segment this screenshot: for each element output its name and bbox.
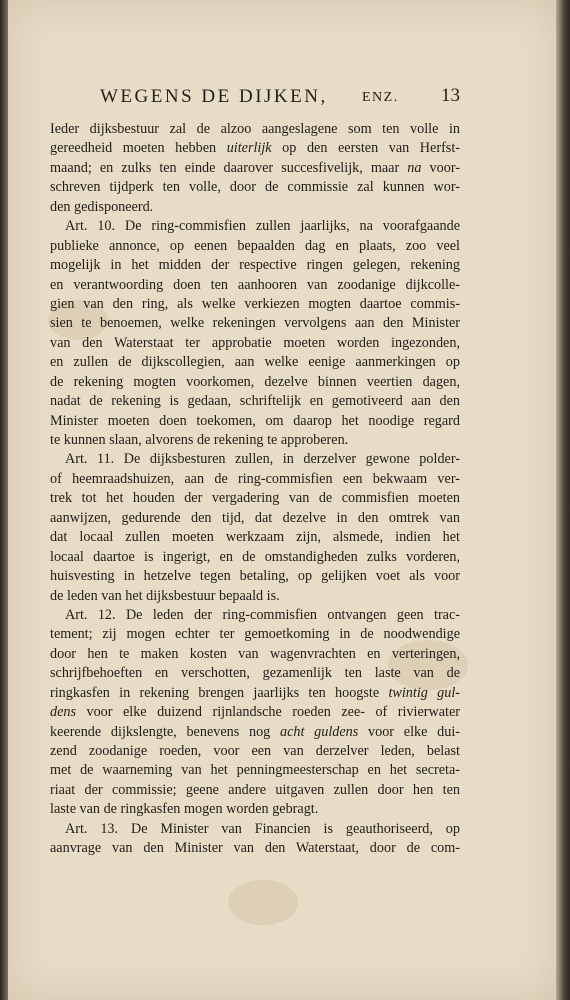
text-line: maand; en zulks ten einde daarover succesfivelijk, maar na voor-: [50, 159, 460, 176]
text-line: mogelijk in het midden der respective ringen gelegen, rekening: [50, 257, 460, 274]
text-line: met de waarneming van het penningmeesterschap en het secreta-: [50, 762, 460, 779]
text-line: Minister moeten doen toekomen, om daarop het noodige regard: [50, 412, 460, 429]
text-line: Ieder dijksbestuur zal de alzoo aangeslagene som ten volle in: [50, 121, 460, 137]
text-line: sien te benoemen, welke rekeningen vervolgens aan den Minister: [50, 315, 460, 332]
text-line: tement; zij mogen echter ter gemoetkoming in de noodwendige: [50, 626, 460, 643]
article-12-first-line: Art. 12. De leden der ring-commisfien ontvangen geen trac-: [65, 606, 460, 623]
text-line: locaal daartoe is ingerigt, en de omstandigheden zulks vorderen,: [50, 548, 460, 565]
page-number: 13: [441, 85, 460, 106]
text-line: door hen te maken kosten van wagenvrachten en verteringen,: [50, 645, 460, 662]
text-line: aanvrage van den Minister van den Waterstaat, door de com-: [50, 840, 460, 857]
text-line: publieke annonce, op eenen bepaalden dag en plaats, zoo veel: [50, 237, 460, 254]
text-line: ringkasfen in rekening brengen jaarlijks ten hoogste twintig gul-: [50, 684, 460, 701]
text-line: huisvesting in hetzelve tegen betaling, op gelijken voet als voor: [50, 568, 460, 585]
running-abbreviation: ENZ.: [362, 90, 399, 105]
text-line: de rekening mogten voorkomen, dezelve binnen veertien dagen,: [50, 373, 460, 390]
text-line: of heemraadshuizen, aan de ring-commisfien een bekwaam ver-: [50, 470, 460, 487]
text-line: den gedisponeerd.: [50, 198, 154, 215]
text-line: keerende dijkslengte, benevens nog acht guldens voor elke dui-: [50, 723, 460, 740]
running-header: [100, 84, 460, 114]
text-line: zend zoodanige roeden, voor een van derzelver leden, belast: [50, 743, 460, 759]
article-10-first-line: Art. 10. De ring-commisfien zullen jaarlijks, na voorafgaande: [65, 218, 460, 235]
article-11-first-line: Art. 11. De dijksbesturen zullen, in derzelver gewone polder-: [65, 451, 460, 468]
book-gutter: [0, 0, 8, 1000]
body-text: [50, 120, 460, 859]
text-line: trek tot het houden der vergadering van de commisfien moeten: [50, 490, 460, 507]
text-line: te kunnen slaan, alvorens de rekening te approberen.: [50, 432, 349, 448]
page-edge: [556, 0, 570, 1000]
text-line: gereedheid moeten hebben uiterlijk op den eersten van Herfst-: [50, 140, 460, 157]
running-title: WEGENS DE DIJKEN,: [100, 86, 328, 107]
text-line: en verantwoording doen ten aanhooren van zoodanige dijkcolle-: [50, 276, 460, 293]
text-line: schreven tijdperk ten volle, door de commissie zal kunnen wor-: [50, 179, 460, 196]
article-13-first-line: Art. 13. De Minister van Financien is geauthoriseerd, op: [65, 820, 460, 837]
text-line: nadat de rekening is gedaan, schriftelijk en gemotiveerd aan den: [50, 393, 460, 410]
text-line: de leden van het dijksbestuur bepaald is.: [50, 587, 280, 604]
text-line: gien van den ring, als welke verkiezen mogten daartoe commis-: [50, 295, 460, 312]
text-line: laste van de ringkasfen mogen worden gebragt.: [50, 801, 319, 818]
text-line: en zullen de dijkscollegien, aan welke eenige aanmerkingen op: [50, 354, 460, 371]
text-line: schrijfbehoeften en verschotten, gezamenlijk ten laste van de: [50, 665, 460, 682]
text-line: riaat der commissie; geene andere uitgaven zullen door hen ten: [50, 781, 460, 798]
text-line: van den Waterstaat ter approbatie moeten worden ingezonden,: [50, 334, 460, 351]
text-line: aanwijzen, gedurende den tijd, dat dezelve in den omtrek van: [50, 509, 460, 526]
text-line: dat locaal zullen moeten werkzaam zijn, alsmede, indien het: [50, 529, 460, 546]
text-line: dens voor elke duizend rijnlandsche roeden zee- of rivierwater: [50, 704, 460, 721]
